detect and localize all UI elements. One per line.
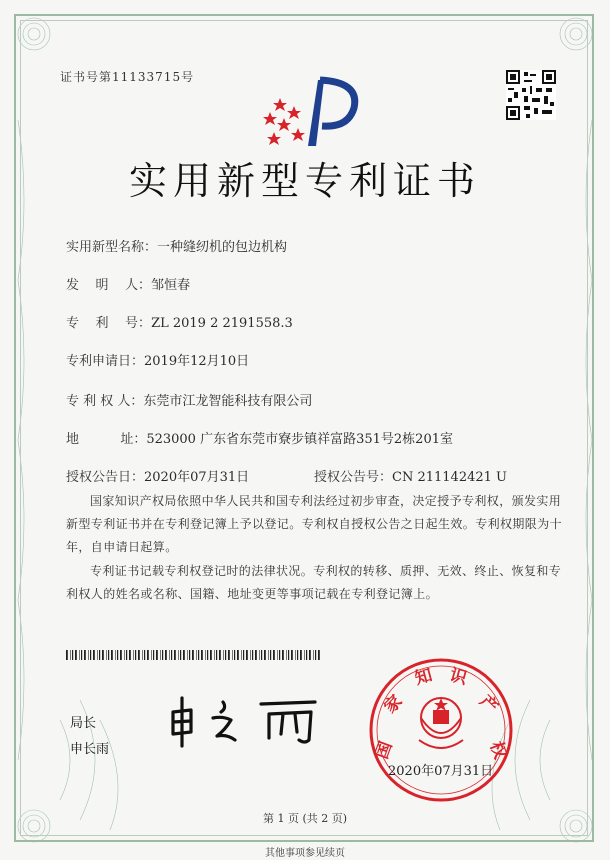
qr-code-icon: [506, 70, 556, 120]
director-name: 申长雨: [70, 742, 110, 757]
inventor-row: [66, 274, 190, 293]
patentee-value: 东莞市江龙智能科技有限公司: [143, 394, 313, 409]
grant-number-row: [314, 466, 507, 485]
address-label: 地 址：: [66, 432, 147, 447]
director-signature-icon: [165, 690, 325, 750]
footer-note: 其他事项参见续页: [265, 848, 345, 859]
filing-date-label: 专利申请日：: [66, 354, 145, 369]
svg-text:知: 知: [412, 665, 435, 690]
page-indicator: 第 1 页 (共 2 页): [262, 812, 348, 825]
svg-text:产: 产: [475, 691, 502, 718]
svg-text:权: 权: [485, 738, 511, 762]
cnipa-seal-icon: [367, 656, 515, 804]
patent-number-label: 专 利 号：: [66, 316, 152, 331]
inventor-value: 邹恒春: [151, 278, 191, 293]
patent-number-value: ZL 2019 2 2191558.3: [151, 316, 293, 331]
certificate-number: 证书号第11133715号: [60, 70, 195, 84]
paragraph-legal-status: 专利证书记载专利权登记时的法律状况。专利权的转移、质押、无效、终止、恢复和专利权人的姓名或名称、国籍、地址变更等事项记载在专利登记簿上。: [66, 564, 562, 601]
patentee-label: 专 利 权 人：: [66, 394, 144, 409]
grant-number-label: 授权公告号：: [314, 470, 393, 485]
utility-name-label: 实用新型名称：: [66, 240, 158, 255]
utility-name-row: [66, 236, 287, 255]
barcode-icon: [66, 650, 324, 660]
seal-date: 2020年07月31日: [388, 764, 494, 779]
address-row: [66, 428, 453, 447]
grant-date-label: 授权公告日：: [66, 470, 145, 485]
inventor-label: 发 明 人：: [66, 278, 152, 293]
patentee-row: [66, 390, 312, 409]
cnipa-logo-icon: [262, 72, 362, 150]
svg-text:识: 识: [447, 665, 470, 690]
patent-number-row: [66, 312, 293, 331]
filing-date-value: 2019年12月10日: [144, 354, 250, 369]
grant-date-value: 2020年07月31日: [144, 470, 250, 485]
svg-text:国: 国: [371, 738, 397, 762]
grant-date-row: [66, 466, 249, 485]
address-value: 523000 广东省东莞市寮步镇祥富路351号2栋201室: [146, 432, 453, 447]
filing-date-row: [66, 350, 249, 369]
paragraph-grant-statement: 国家知识产权局依照中华人民共和国专利法经过初步审查，决定授予专利权，颁发实用新型专利证书并在专利登记簿上予以登记。专利权自授权公告之日起生效。专利权期限为十年，自申请日起算。: [66, 494, 563, 554]
svg-text:家: 家: [380, 691, 407, 718]
certificate-title: 实用新型专利证书: [128, 159, 481, 203]
director-title: 局长: [70, 716, 97, 731]
grant-number-value: CN 211142421 U: [392, 470, 507, 485]
utility-name-value: 一种缝纫机的包边机构: [157, 240, 288, 255]
